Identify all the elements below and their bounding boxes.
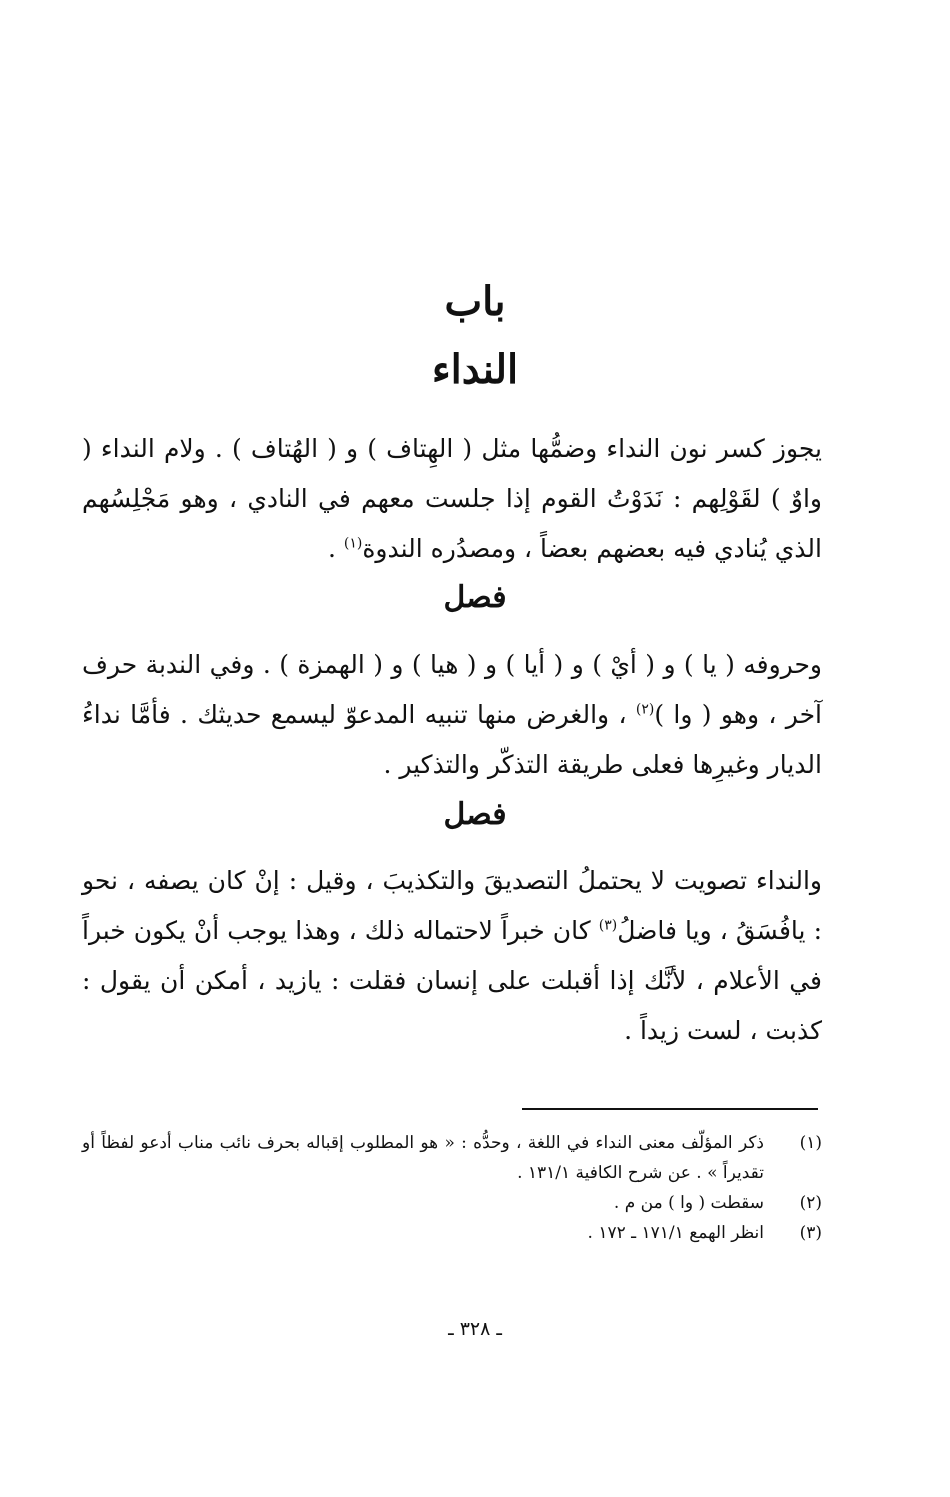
footnote-ref-1: (١) [343, 535, 363, 552]
paragraph-3-text-b: كان خبراً لاحتماله ذلك ، وهذا يوجب أنْ يكون خبراً في الأعلام ، لأنَّك إذا أقبلت على إنسان فقلت : يازيد ، أمكن أن يقول : كذبت ، لست زيداً . [82, 916, 822, 1045]
footnote-number: (٢) [799, 1193, 822, 1213]
footnote-divider [522, 1108, 818, 1110]
footnote-2 [82, 1188, 822, 1218]
paragraph-1-text-a: يجوز كسر نون النداء وضمُّها مثل ( الهِتاف ) و ( الهُتاف ) . ولام النداء ( واوٌ ) لقَوْلِهم : نَدَوْتُ القوم إذا جلست معهم في النادي ، وهو مَجْلِسُهم الذي يُنادي فيه بعضهم بعضاً ، ومصدُره الندوة [82, 434, 822, 563]
footnote-text: سقطت ( وا ) من م . [613, 1193, 764, 1213]
paragraph-2-text-b: ، والغرض منها تنبيه المدعوّ ليسمع حديثك . فأمَّا نداءُ الديار وغيرِها فعلى طريقة التذكّر والتذكير . [82, 700, 822, 779]
footnote-ref-3: (٣) [598, 917, 618, 934]
paragraph-2 [82, 640, 822, 790]
footnote-1 [82, 1128, 822, 1188]
footnote-ref-2: (٢) [635, 701, 655, 718]
paragraph-1 [82, 424, 822, 574]
paragraph-3-text-a: والنداء تصويت لا يحتملُ التصديقَ والتكذيبَ ، وقيل : إنْ كان يصفه ، نحو : يافُسَقُ ، ويا فاضلُ [82, 866, 822, 945]
paragraph-1-text-b: . [327, 534, 344, 563]
footnote-number: (١) [799, 1133, 822, 1153]
section-heading-1: فصل [443, 580, 507, 615]
chapter-label: باب [444, 278, 506, 325]
footnote-3 [82, 1218, 822, 1248]
page-number: ـ ٣٢٨ ـ [448, 1318, 502, 1340]
footnote-text: ذكر المؤلّف معنى النداء في اللغة ، وحدُّه : « هو المطلوب إقباله بحرف نائب مناب أدعو لفظاً أو تقديراً » . عن شرح الكافية ١٣١/١ . [82, 1133, 764, 1183]
footnotes [82, 1128, 822, 1248]
footnote-number: (٣) [799, 1223, 822, 1243]
paragraph-3 [82, 856, 822, 1056]
chapter-title: النداء [431, 346, 519, 393]
footnote-text: انظر الهمع ١٧١/١ ـ ١٧٢ . [587, 1223, 764, 1243]
paragraph-2-text-a: وحروفه ( يا ) و ( أيْ ) و ( أيا ) و ( هيا ) و ( الهمزة ) . وفي الندبة حرف آخر ، وهو ( وا ) [82, 650, 822, 729]
section-heading-2: فصل [443, 797, 507, 832]
